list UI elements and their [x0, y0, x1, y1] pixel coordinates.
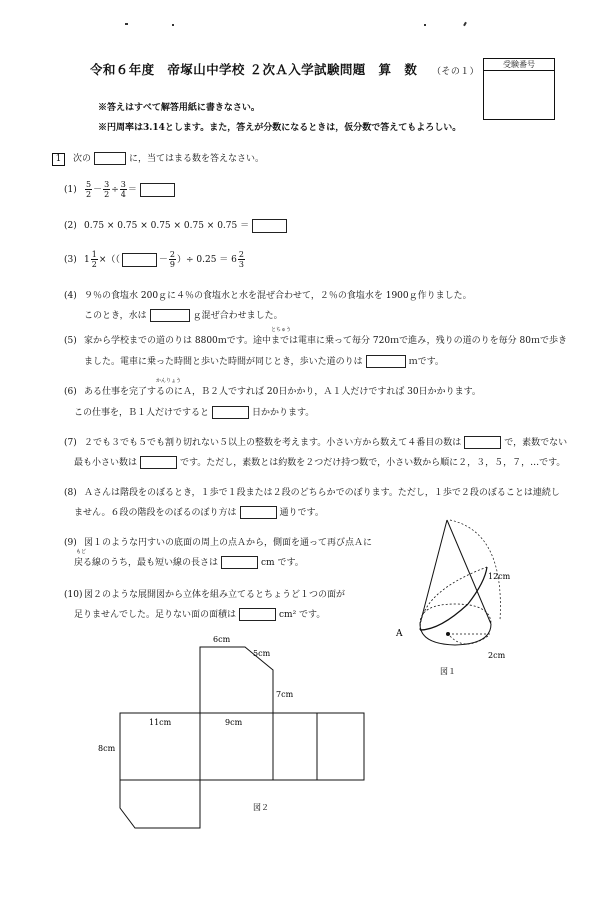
answer-blank — [240, 506, 277, 519]
denominator: 9 — [169, 260, 175, 269]
numerator: 3 — [104, 180, 110, 189]
problem-text: このとき，水は — [84, 311, 147, 321]
denominator: 2 — [91, 260, 97, 269]
figure-1-cone — [380, 512, 530, 680]
problem-4 — [64, 290, 472, 322]
answer-blank — [140, 456, 177, 469]
operator: ＝ — [127, 184, 137, 195]
exam-number-box — [483, 58, 555, 120]
problem-label: (9) — [64, 538, 77, 548]
denominator: 3 — [238, 260, 244, 269]
radius-dim-line — [450, 636, 488, 644]
question-number: 1 — [52, 153, 65, 166]
problem-text: Ａさんは階段をのぼるとき，１歩で１段または２段のどちらかでのぼります。ただし，１歩で２段のぼることは連続し — [84, 488, 560, 498]
expression: ）÷ 0.25 ＝ 6 — [176, 254, 237, 265]
problem-text: です。ただし，素数とは約数を２つだけ持つ数で，小さい数から順に２，３，５，７，…です。 — [180, 458, 566, 468]
net-bottom-face — [120, 780, 200, 828]
whole-number: 1 — [84, 254, 90, 265]
figure-2-net — [95, 630, 395, 835]
fraction — [91, 250, 98, 269]
problem-text: ました。電車に乗った時間と歩いた時間が同じとき，歩いた道のりは — [84, 357, 363, 367]
exam-number-label: 受験番号 — [484, 59, 554, 71]
answer-blank — [212, 406, 249, 419]
problem-text: 通りです。 — [279, 508, 324, 518]
problem-10 — [64, 589, 345, 621]
problem-text: ９％の食塩水 200ｇに４％の食塩水と水を混ぜ合わせて，２％の食塩水を 1900ｇ作りました。 — [84, 291, 472, 301]
fraction — [238, 250, 245, 269]
operator: － — [93, 184, 103, 195]
shortest-path-front — [420, 604, 468, 630]
scan-mark — [172, 24, 174, 26]
fig2-top-label: 6cm — [213, 635, 231, 644]
problem-text: cm² です。 — [279, 610, 326, 620]
problem-2 — [64, 219, 287, 233]
cone-left-edge — [420, 520, 447, 624]
problem-label: (3) — [64, 254, 77, 265]
problem-text: この仕事を，Ｂ１人だけですると — [74, 408, 210, 418]
problem-5 — [64, 327, 567, 368]
scan-mark — [125, 23, 128, 25]
problem-text: ｇ混ぜ合わせました。 — [192, 311, 283, 321]
title-text: 令和６年度 帝塚山中学校 ２次Ａ入学試験問題 算 数 — [90, 62, 418, 77]
problem-text: 図２のような展開図から立体を組み立てるとちょうど１つの面が — [84, 590, 346, 600]
expression: 0.75 × 0.75 × 0.75 × 0.75 × 0.75 ＝ — [84, 221, 250, 231]
problem-text: 図１のような円すいの底面の周上の点Ａから，側面を通って再び点Ａに — [84, 538, 373, 548]
numerator: 1 — [91, 250, 97, 259]
scan-mark — [424, 24, 426, 26]
shortest-path-hidden — [420, 567, 487, 630]
numerator: 5 — [86, 180, 92, 189]
problem-text: 最も小さい数は — [74, 458, 138, 468]
fig1-radius-label: 2cm — [488, 651, 506, 660]
answer-blank — [221, 556, 258, 569]
fraction — [103, 180, 110, 199]
fig2-diag-label: 5cm — [253, 649, 271, 658]
problem-label: (10) — [64, 590, 83, 600]
instruction-b: に，当てはまる数を答えなさい。 — [129, 154, 265, 164]
shortest-path-back — [468, 567, 487, 604]
answer-blank — [239, 608, 276, 621]
cone-right-edge — [447, 520, 491, 624]
fig2-h-label: 8cm — [98, 744, 116, 753]
problem-label: (1) — [64, 184, 77, 195]
problem-text: 足りませんでした。足りない面の面積は — [74, 610, 237, 620]
slant-dim-line — [450, 520, 500, 620]
note-pi: ※円周率は3.14とします。また，答えが分数になるときは，仮分数で答えてもよろしい。 — [98, 123, 462, 133]
problem-text: ｍです。 — [408, 357, 444, 367]
problem-label: (8) — [64, 488, 77, 498]
answer-blank — [150, 309, 190, 322]
problem-text: ２でも３でも５でも割り切れない５以上の整数を考えます。小さい方から数えて４番目の数は — [84, 438, 462, 448]
problem-9 — [64, 537, 372, 569]
numerator: 3 — [120, 180, 126, 189]
denominator: 2 — [86, 190, 92, 199]
problem-text: 日かかります。 — [252, 408, 315, 418]
problem-label: (5) — [64, 336, 77, 346]
fig2-w1-label: 11cm — [149, 718, 172, 727]
question-heading — [52, 152, 264, 166]
operator: ÷ — [111, 184, 119, 195]
problem-text: ある仕事を完了するのにＡ，Ｂ２人ですれば 20日かかり，Ａ１人だけですれば 30日かかります。 — [84, 387, 481, 397]
problem-6 — [64, 378, 481, 419]
fig1-caption: 図１ — [440, 667, 456, 676]
cone-center-dot — [446, 632, 450, 636]
answer-blank — [122, 253, 157, 267]
numerator: 2 — [238, 250, 244, 259]
fraction — [169, 250, 176, 269]
fig1-slant-label: 12cm — [488, 572, 511, 581]
operator: － — [158, 254, 168, 265]
answer-blank — [366, 355, 406, 368]
problem-text: cm です。 — [261, 558, 304, 568]
operator: ×（（ — [98, 254, 120, 265]
denominator: 2 — [104, 190, 110, 199]
fig2-w2-label: 9cm — [225, 718, 243, 727]
instruction-a: 次の — [73, 154, 92, 164]
fraction — [120, 180, 127, 199]
note-answer-sheet: ※答えはすべて解答用紙に書きなさい。 — [98, 103, 260, 113]
problem-label: (7) — [64, 438, 77, 448]
scan-mark — [463, 22, 467, 26]
fraction — [85, 180, 92, 199]
fig2-caption: 図２ — [253, 803, 269, 812]
problem-text: ません。６段の階段をのぼるのぼり方は — [74, 508, 237, 518]
cone-base-front — [420, 624, 491, 645]
fig2-right-label: 7cm — [276, 690, 294, 699]
page-title — [90, 60, 479, 78]
answer-blank — [252, 219, 287, 233]
problem-label: (6) — [64, 387, 77, 397]
denominator: 4 — [120, 190, 126, 199]
ruby-text: とちゅう — [271, 327, 292, 333]
ruby-text: もど — [76, 549, 87, 555]
problem-3 — [64, 250, 246, 269]
part-label: （その１） — [432, 67, 480, 77]
problem-label: (2) — [64, 221, 77, 231]
ruby-text: かんりょう — [156, 378, 182, 384]
blank-example — [94, 152, 126, 165]
answer-blank — [140, 183, 175, 197]
problem-7 — [64, 436, 567, 469]
problem-text: 戻る線のうち，最も短い線の長さは — [74, 558, 219, 568]
numerator: 2 — [169, 250, 175, 259]
problem-text: 家から学校までの道のりは 8800ｍです。途中までは電車に乗って毎分 720ｍで進み，残りの道のりを毎分 80ｍで歩き — [84, 336, 567, 346]
problem-label: (4) — [64, 291, 77, 301]
problem-text: で，素数でない — [504, 438, 568, 448]
fig1-point-label: A — [396, 629, 403, 639]
problem-1 — [64, 180, 175, 199]
answer-blank — [464, 436, 501, 449]
